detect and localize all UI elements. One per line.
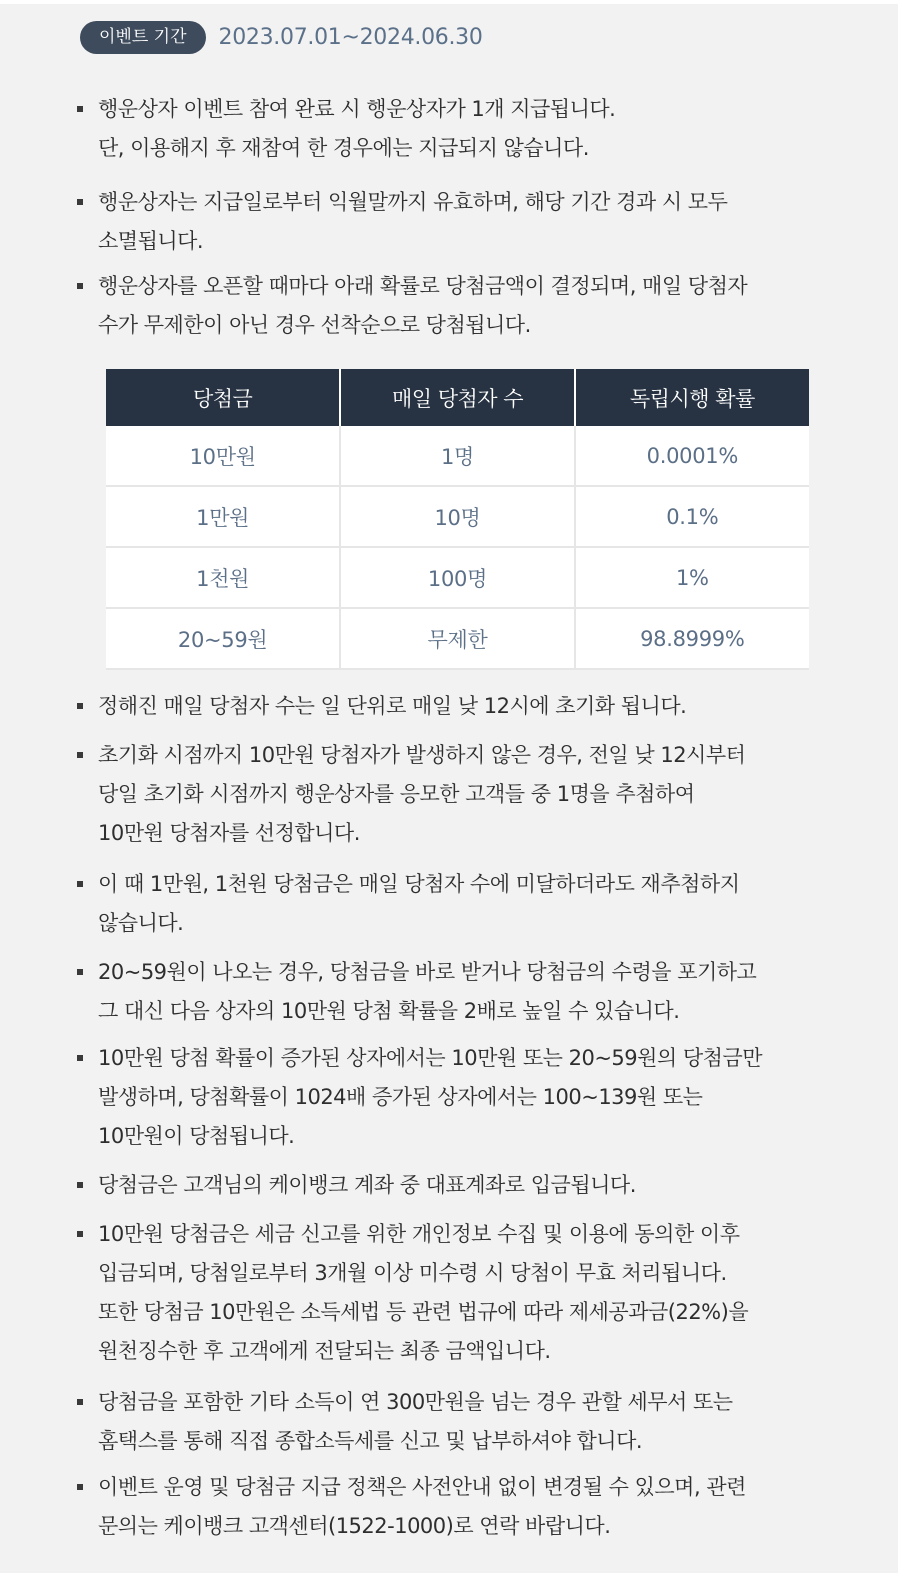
bullet-icon (77, 1182, 83, 1188)
table-row (106, 608, 809, 669)
note-text: 10만원 당첨 확률이 증가된 상자에서는 10만원 또는 20~59원의 당첨금만 발생하며, 당첨확률이 1024배 증가된 상자에서는 100~139원 또는 10만원이 당첨됩니다. (98, 1046, 763, 1148)
table-row (106, 426, 809, 486)
note-item (77, 1215, 777, 1371)
bullet-icon (77, 969, 83, 975)
note-text: 10만원 당첨금은 세금 신고를 위한 개인정보 수집 및 이용에 동의한 이후 입금되며, 당첨일로부터 3개월 이상 미수령 시 당첨이 무효 처리됩니다. 또한 당첨금 10만원은 소득세법 등 관련 법규에 따라 제세공과금(22%)을 원천징수한 후 고객에게 전달되는 최종 금액입니다. (98, 1222, 749, 1363)
note-text: 초기화 시점까지 10만원 당첨자가 발생하지 않은 경우, 전일 낮 12시부터 당일 초기화 시점까지 행운상자를 응모한 고객들 중 1명을 추첨하여 10만원 당첨자를 선정합니다. (98, 743, 746, 845)
header-daily-winners: 매일 당첨자 수 (340, 369, 574, 426)
note-item (77, 183, 777, 261)
note-text: 당첨금은 고객님의 케이뱅크 계좌 중 대표계좌로 입금됩니다. (98, 1173, 636, 1197)
bullet-icon (77, 1399, 83, 1405)
cell-prize: 20~59원 (106, 608, 340, 669)
header-prize: 당첨금 (106, 369, 340, 426)
event-period-dates: 2023.07.01~2024.06.30 (218, 25, 483, 50)
note-item (77, 90, 777, 168)
note-item (77, 953, 777, 1031)
note-text: 이 때 1만원, 1천원 당첨금은 매일 당첨자 수에 미달하더라도 재추첨하지 않습니다. (98, 872, 740, 935)
note-item (77, 1468, 777, 1546)
event-period (80, 21, 483, 54)
note-item (77, 1166, 777, 1205)
bullet-icon (77, 1055, 83, 1061)
note-text: 행운상자 이벤트 참여 완료 시 행운상자가 1개 지급됩니다. 단, 이용해지 후 재참여 한 경우에는 지급되지 않습니다. (98, 97, 616, 160)
cell-probability: 1% (575, 547, 809, 608)
table-row (106, 486, 809, 547)
bullet-icon (77, 283, 83, 289)
bullet-icon (77, 1484, 83, 1490)
cell-prize: 1만원 (106, 486, 340, 547)
header-probability: 독립시행 확률 (575, 369, 809, 426)
note-text: 정해진 매일 당첨자 수는 일 단위로 매일 낮 12시에 초기화 됩니다. (98, 694, 687, 718)
cell-probability: 98.8999% (575, 608, 809, 669)
note-item (77, 267, 777, 345)
note-item (77, 736, 777, 853)
cell-probability: 0.1% (575, 486, 809, 547)
note-text: 20~59원이 나오는 경우, 당첨금을 바로 받거나 당첨금의 수령을 포기하고 그 대신 다음 상자의 10만원 당첨 확률을 2배로 높일 수 있습니다. (98, 960, 757, 1023)
note-item (77, 1039, 777, 1156)
note-text: 이벤트 운영 및 당첨금 지급 정책은 사전안내 없이 변경될 수 있으며, 관련 문의는 케이뱅크 고객센터(1522-1000)로 연락 바랍니다. (98, 1475, 746, 1538)
bullet-icon (77, 703, 83, 709)
cell-probability: 0.0001% (575, 426, 809, 486)
cell-prize: 1천원 (106, 547, 340, 608)
note-item (77, 1383, 777, 1461)
event-period-badge: 이벤트 기간 (80, 21, 206, 54)
prize-table (106, 369, 809, 670)
note-item (77, 687, 777, 726)
bullet-icon (77, 199, 83, 205)
bullet-icon (77, 752, 83, 758)
cell-daily-winners: 1명 (340, 426, 574, 486)
event-notice-panel (0, 4, 898, 1573)
cell-daily-winners: 10명 (340, 486, 574, 547)
bullet-icon (77, 881, 83, 887)
cell-daily-winners: 무제한 (340, 608, 574, 669)
note-text: 행운상자는 지급일로부터 익월말까지 유효하며, 해당 기간 경과 시 모두 소멸됩니다. (98, 190, 728, 253)
note-text: 행운상자를 오픈할 때마다 아래 확률로 당첨금액이 결정되며, 매일 당첨자 수가 무제한이 아닌 경우 선착순으로 당첨됩니다. (98, 274, 748, 337)
cell-prize: 10만원 (106, 426, 340, 486)
bullet-icon (77, 106, 83, 112)
table-row (106, 547, 809, 608)
bullet-icon (77, 1231, 83, 1237)
cell-daily-winners: 100명 (340, 547, 574, 608)
table-header-row (106, 369, 809, 426)
note-item (77, 865, 777, 943)
note-text: 당첨금을 포함한 기타 소득이 연 300만원을 넘는 경우 관할 세무서 또는 홈택스를 통해 직접 종합소득세를 신고 및 납부하셔야 합니다. (98, 1390, 733, 1453)
